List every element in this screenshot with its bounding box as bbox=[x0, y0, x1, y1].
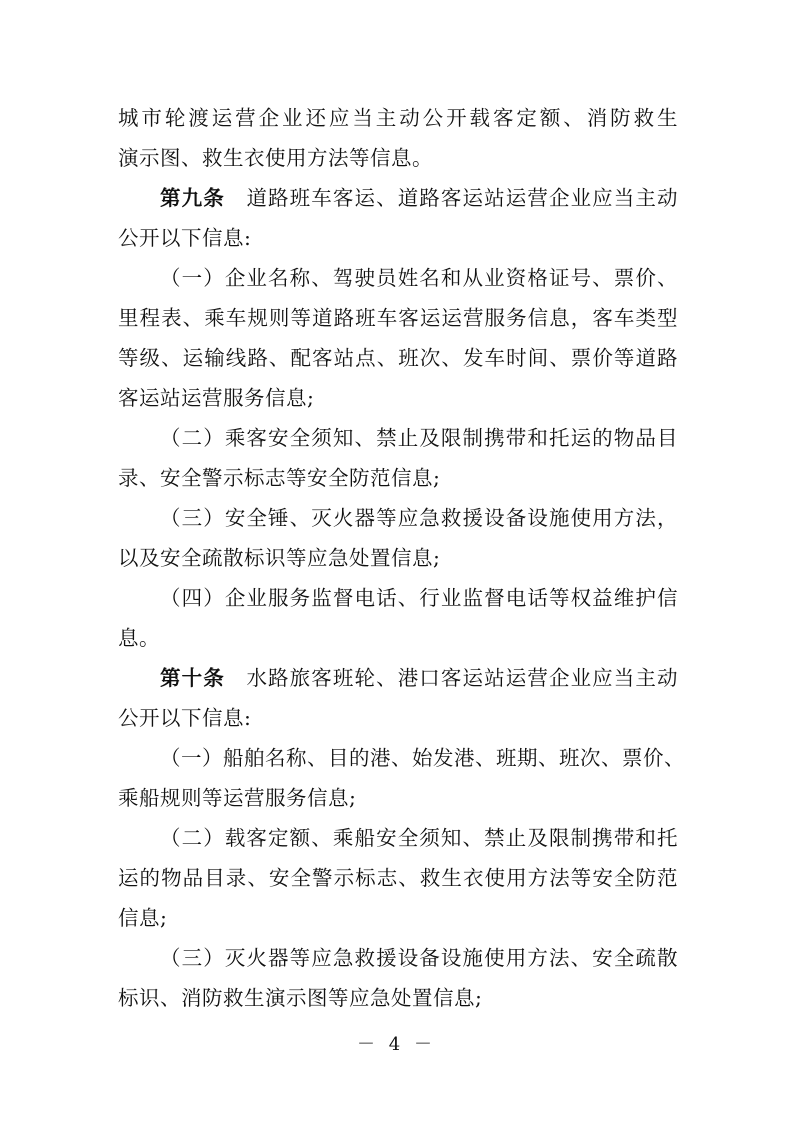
body-line: 客运站运营服务信息; bbox=[118, 386, 315, 410]
list-item-line: （三）灭火器等应急救援设备设施使用方法、安全疏散 bbox=[160, 946, 678, 970]
body-line: 公开以下信息: bbox=[118, 706, 252, 730]
list-item-line: （一）船舶名称、目的港、始发港、班期、班次、票价、 bbox=[160, 746, 685, 770]
article-9-intro: 道路班车客运、道路客运站运营企业应当主动 bbox=[246, 186, 679, 210]
body-line: 里程表、乘车规则等道路班车客运运营服务信息，客车类型 bbox=[118, 306, 678, 330]
body-line: 标识、消防救生演示图等应急处置信息; bbox=[118, 986, 483, 1010]
list-item-line: （二）乘客安全须知、禁止及限制携带和托运的物品目 bbox=[160, 426, 678, 450]
list-item-line: （一）企业名称、驾驶员姓名和从业资格证号、票价、 bbox=[160, 266, 678, 290]
body-line: 息。 bbox=[118, 626, 160, 650]
page-number: － 4 － bbox=[357, 1034, 436, 1055]
article-9-number: 第九条 bbox=[160, 186, 225, 210]
body-line: 信息; bbox=[118, 906, 168, 930]
list-item-line: （三）安全锤、灭火器等应急救援设备设施使用方法， bbox=[160, 506, 678, 530]
article-9-heading-line bbox=[160, 186, 678, 210]
body-line: 运的物品目录、安全警示标志、救生衣使用方法等安全防范 bbox=[118, 866, 678, 890]
article-10-heading-line bbox=[160, 666, 678, 690]
body-line: 演示图、救生衣使用方法等信息。 bbox=[118, 146, 433, 170]
body-line: 乘船规则等运营服务信息; bbox=[118, 786, 357, 810]
list-item-line: （四）企业服务监督电话、行业监督电话等权益维护信 bbox=[160, 586, 678, 610]
list-item-line: （二）载客定额、乘船安全须知、禁止及限制携带和托 bbox=[160, 826, 678, 850]
article-10-intro: 水路旅客班轮、港口客运站运营企业应当主动 bbox=[246, 666, 679, 690]
body-line: 公开以下信息: bbox=[118, 226, 252, 250]
body-line: 以及安全疏散标识等应急处置信息; bbox=[118, 546, 441, 570]
body-line: 录、安全警示标志等安全防范信息; bbox=[118, 466, 441, 490]
article-10-number: 第十条 bbox=[160, 666, 225, 690]
body-line: 等级、运输线路、配客站点、班次、发车时间、票价等道路 bbox=[118, 346, 678, 370]
body-line: 城市轮渡运营企业还应当主动公开载客定额、消防救生 bbox=[118, 106, 678, 130]
